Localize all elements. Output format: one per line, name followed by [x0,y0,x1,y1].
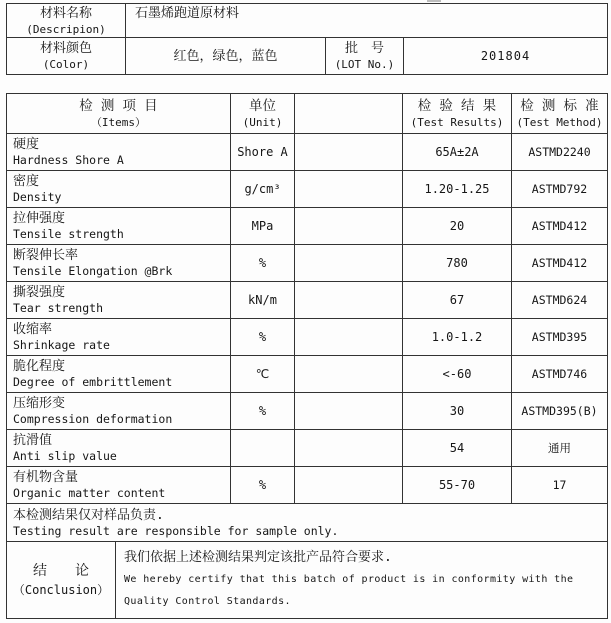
material-color-label [7,38,126,75]
result-cell: 780 [403,245,512,282]
disclaimer-row [7,504,608,542]
method-cell: ASTMD412 [512,208,608,245]
item-cell [7,430,231,467]
method-cell: ASTMD624 [512,282,608,319]
item-zh: 拉伸强度 [13,211,66,226]
col-header-unit-zh: 单位 [249,97,276,114]
item-en: Density [13,190,62,204]
item-zh: 压缩形变 [13,396,66,411]
result-cell: 30 [403,393,512,430]
table-header-row [7,94,608,134]
item-en: Anti slip value [13,449,117,463]
item-zh: 抗滑值 [13,433,53,448]
item-en: Tensile Elongation @Brk [13,264,173,278]
disclaimer-zh: 本检测结果仅对样品负责. [13,507,164,523]
table-row-anti-slip [7,430,608,467]
table-row-shrinkage [7,319,608,356]
item-cell [7,245,231,282]
item-en: Shrinkage rate [13,338,110,352]
col-header-results-zh: 检 验 结 果 [417,97,497,114]
col-header-method-en: (Test Method) [516,115,603,129]
conclusion-body [116,542,607,618]
item-en: Compression deformation [13,412,173,426]
material-name-label [7,4,126,38]
result-cell: 1.20-1.25 [403,171,512,208]
blank-cell [295,393,403,430]
blank-cell [295,467,403,504]
table-row-embrittlement [7,356,608,393]
table-row-compression [7,393,608,430]
material-name-label-en: (Descripion) [26,22,106,36]
unit-cell: % [231,467,295,504]
item-zh: 脆化程度 [13,359,66,374]
table-row-elongation [7,245,608,282]
blank-cell [295,430,403,467]
method-cell: ASTMD412 [512,245,608,282]
result-cell: 20 [403,208,512,245]
blank-cell [295,356,403,393]
item-zh: 断裂伸长率 [13,248,79,263]
unit-cell: MPa [231,208,295,245]
col-header-items-en: （Items） [90,115,147,129]
unit-cell: ℃ [231,356,295,393]
test-results-table [6,93,608,619]
item-cell [7,134,231,171]
blank-cell [295,319,403,356]
col-header-unit-en: (Unit) [242,115,283,129]
lot-number-label-en: (LOT No.) [334,58,395,71]
col-header-results-en: (Test Results) [410,115,504,129]
item-en: Tear strength [13,301,104,315]
unit-cell: g/cm³ [231,171,295,208]
item-en: Organic matter content [13,486,166,500]
table-row-density [7,171,608,208]
method-cell: ASTMD395(B) [512,393,608,430]
method-cell: ASTMD792 [512,171,608,208]
method-cell: 17 [512,467,608,504]
col-header-method [512,94,608,134]
item-cell [7,356,231,393]
item-en: Tensile strength [13,227,124,241]
conclusion-cell [7,542,608,619]
item-en: Degree of embrittlement [13,375,173,389]
method-cell: ASTMD2240 [512,134,608,171]
item-cell [7,282,231,319]
method-cell: ASTMD395 [512,319,608,356]
conclusion-label [7,542,116,618]
lot-number-value: 201804 [404,38,608,75]
item-cell [7,208,231,245]
item-en: Hardness Shore A [13,153,124,167]
blank-cell [295,208,403,245]
disclaimer-cell [7,504,608,542]
unit-cell: % [231,245,295,282]
col-header-items-zh: 检 测 项 目 [79,97,158,114]
conclusion-statement-en: We hereby certify that this batch of product is in conformity with the Quality Control Standards. [124,574,574,607]
table-row-organic-content [7,467,608,504]
blank-cell [295,282,403,319]
result-cell: <-60 [403,356,512,393]
blank-cell [295,134,403,171]
item-cell [7,467,231,504]
blank-cell [295,171,403,208]
result-cell: 65A±2A [403,134,512,171]
material-name-value: 石墨烯跑道原材料 [126,4,608,38]
lot-number-label [326,38,404,75]
material-info-table [6,3,608,75]
unit-cell: % [231,319,295,356]
unit-cell [231,430,295,467]
result-cell: 55-70 [403,467,512,504]
scan-artifact [427,0,441,2]
material-color-label-zh: 材料颜色 [39,41,92,56]
conclusion-label-zh: 结 论 [33,562,89,579]
item-cell [7,319,231,356]
conclusion-container [7,542,607,618]
item-cell [7,171,231,208]
method-cell: ASTMD746 [512,356,608,393]
material-name-label-zh: 材料名称 [39,5,92,21]
conclusion-row [7,542,608,619]
table-row-hardness [7,134,608,171]
blank-cell [295,245,403,282]
col-header-blank [295,94,403,134]
result-cell: 1.0-1.2 [403,319,512,356]
disclaimer-en: Testing result are responsible for sample only. [13,523,339,538]
item-cell [7,393,231,430]
item-zh: 有机物含量 [13,470,79,485]
item-zh: 密度 [13,174,40,189]
unit-cell: % [231,393,295,430]
conclusion-label-en: （Conclusion） [12,582,110,597]
col-header-results [403,94,512,134]
method-cell: 通用 [512,430,608,467]
item-zh: 硬度 [13,137,40,152]
col-header-method-zh: 检 测 标 准 [520,97,599,114]
unit-cell: Shore A [231,134,295,171]
table-row-tensile-strength [7,208,608,245]
item-zh: 撕裂强度 [13,285,66,300]
conclusion-statement-zh: 我们依据上述检测结果判定该批产品符合要求. [124,550,392,565]
unit-cell: kN/m [231,282,295,319]
col-header-unit [231,94,295,134]
result-cell: 54 [403,430,512,467]
material-color-value: 红色，绿色，蓝色 [126,38,326,75]
material-color-label-en: (Color) [42,58,90,71]
col-header-items [7,94,231,134]
result-cell: 67 [403,282,512,319]
table-row-tear-strength [7,282,608,319]
item-zh: 收缩率 [13,322,53,337]
lot-number-label-zh: 批 号 [344,41,384,56]
